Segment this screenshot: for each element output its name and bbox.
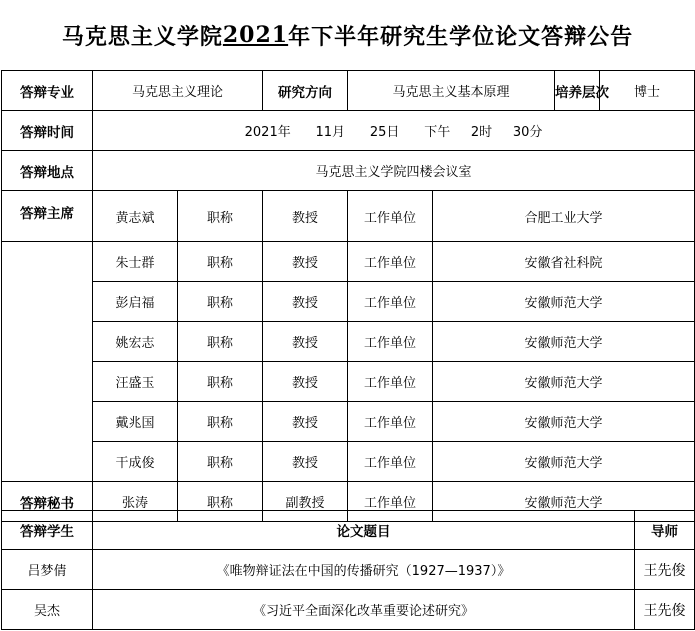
member-name: 干成俊 xyxy=(93,442,178,482)
committee-row xyxy=(2,442,695,482)
advisor-name: 王先俊 xyxy=(635,590,695,630)
time-day: 25日 xyxy=(369,125,400,140)
title-year: 2021 xyxy=(222,22,289,48)
member-unit: 安徽师范大学 xyxy=(433,322,695,362)
member-unit: 安徽省社科院 xyxy=(433,242,695,282)
students-header-row xyxy=(2,511,695,550)
member-title-label: 职称 xyxy=(178,442,263,482)
member-unit-label: 工作单位 xyxy=(348,282,433,322)
direction-label: 研究方向 xyxy=(263,71,348,111)
title-prefix: 马克思主义学院 xyxy=(61,23,223,50)
advisor-column-header: 导师 xyxy=(635,511,695,550)
member-rank: 教授 xyxy=(263,282,348,322)
member-unit: 安徽师范大学 xyxy=(433,402,695,442)
committee-row xyxy=(2,322,695,362)
chair-label: 答辩主席 xyxy=(2,191,93,242)
secretary-title-label: 职称 xyxy=(178,482,263,522)
students-table xyxy=(1,510,695,630)
secretary-rank: 副教授 xyxy=(263,482,348,522)
member-title-label: 职称 xyxy=(178,242,263,282)
member-title-label: 职称 xyxy=(178,402,263,442)
defense-info-table xyxy=(1,70,695,522)
time-period: 下午 xyxy=(424,125,451,140)
thesis-column-header: 论文题目 xyxy=(93,511,635,550)
member-title-label: 职称 xyxy=(178,191,263,242)
member-unit-label: 工作单位 xyxy=(348,402,433,442)
committee-row xyxy=(2,191,695,242)
member-name: 黄志斌 xyxy=(93,191,178,242)
major-value: 马克思主义理论 xyxy=(93,71,263,111)
major-row xyxy=(2,71,695,111)
member-unit-label: 工作单位 xyxy=(348,242,433,282)
student-name: 吴杰 xyxy=(2,590,93,630)
time-minute: 30分 xyxy=(512,125,543,140)
student-column-header: 答辩学生 xyxy=(2,511,93,550)
level-value: 博士 xyxy=(600,71,695,111)
secretary-unit-label: 工作单位 xyxy=(348,482,433,522)
member-name: 姚宏志 xyxy=(93,322,178,362)
member-unit: 安徽师范大学 xyxy=(433,282,695,322)
secretary-name: 张涛 xyxy=(93,482,178,522)
time-month: 11月 xyxy=(315,125,346,140)
committee-blank-cell xyxy=(2,242,93,482)
member-unit: 安徽师范大学 xyxy=(433,362,695,402)
time-label: 答辩时间 xyxy=(2,111,93,151)
member-rank: 教授 xyxy=(263,191,348,242)
committee-row xyxy=(2,402,695,442)
member-title-label: 职称 xyxy=(178,362,263,402)
secretary-unit: 安徽师范大学 xyxy=(433,482,695,522)
time-hour: 2时 xyxy=(470,125,493,140)
member-rank: 教授 xyxy=(263,362,348,402)
member-unit: 安徽师范大学 xyxy=(433,442,695,482)
member-unit-label: 工作单位 xyxy=(348,362,433,402)
direction-value: 马克思主义基本原理 xyxy=(348,71,555,111)
member-unit: 合肥工业大学 xyxy=(433,191,695,242)
time-value xyxy=(93,111,695,151)
member-unit-label: 工作单位 xyxy=(348,442,433,482)
committee-row xyxy=(2,282,695,322)
member-name: 彭启福 xyxy=(93,282,178,322)
student-name: 吕梦倩 xyxy=(2,550,93,590)
member-name: 朱士群 xyxy=(93,242,178,282)
member-name: 戴兆国 xyxy=(93,402,178,442)
advisor-name: 王先俊 xyxy=(635,550,695,590)
member-title-label: 职称 xyxy=(178,322,263,362)
member-rank: 教授 xyxy=(263,442,348,482)
member-unit-label: 工作单位 xyxy=(348,322,433,362)
thesis-title: 《唯物辩证法在中国的传播研究（1927—1937）》 xyxy=(93,550,635,590)
secretary-label: 答辩秘书 xyxy=(2,482,93,522)
location-row xyxy=(2,151,695,191)
student-row xyxy=(2,550,695,590)
time-row xyxy=(2,111,695,151)
thesis-title: 《习近平全面深化改革重要论述研究》 xyxy=(93,590,635,630)
member-rank: 教授 xyxy=(263,402,348,442)
member-title-label: 职称 xyxy=(178,282,263,322)
committee-row xyxy=(2,362,695,402)
member-rank: 教授 xyxy=(263,322,348,362)
member-name: 汪盛玉 xyxy=(93,362,178,402)
location-value: 马克思主义学院四楼会议室 xyxy=(93,151,695,191)
page-title xyxy=(0,0,695,70)
level-label: 培养层次 xyxy=(555,71,600,111)
title-suffix: 年下半年研究生学位论文答辩公告 xyxy=(288,23,634,50)
major-label: 答辩专业 xyxy=(2,71,93,111)
location-label: 答辩地点 xyxy=(2,151,93,191)
time-year: 2021年 xyxy=(244,125,291,140)
committee-row xyxy=(2,242,695,282)
student-row xyxy=(2,590,695,630)
member-unit-label: 工作单位 xyxy=(348,191,433,242)
member-rank: 教授 xyxy=(263,242,348,282)
